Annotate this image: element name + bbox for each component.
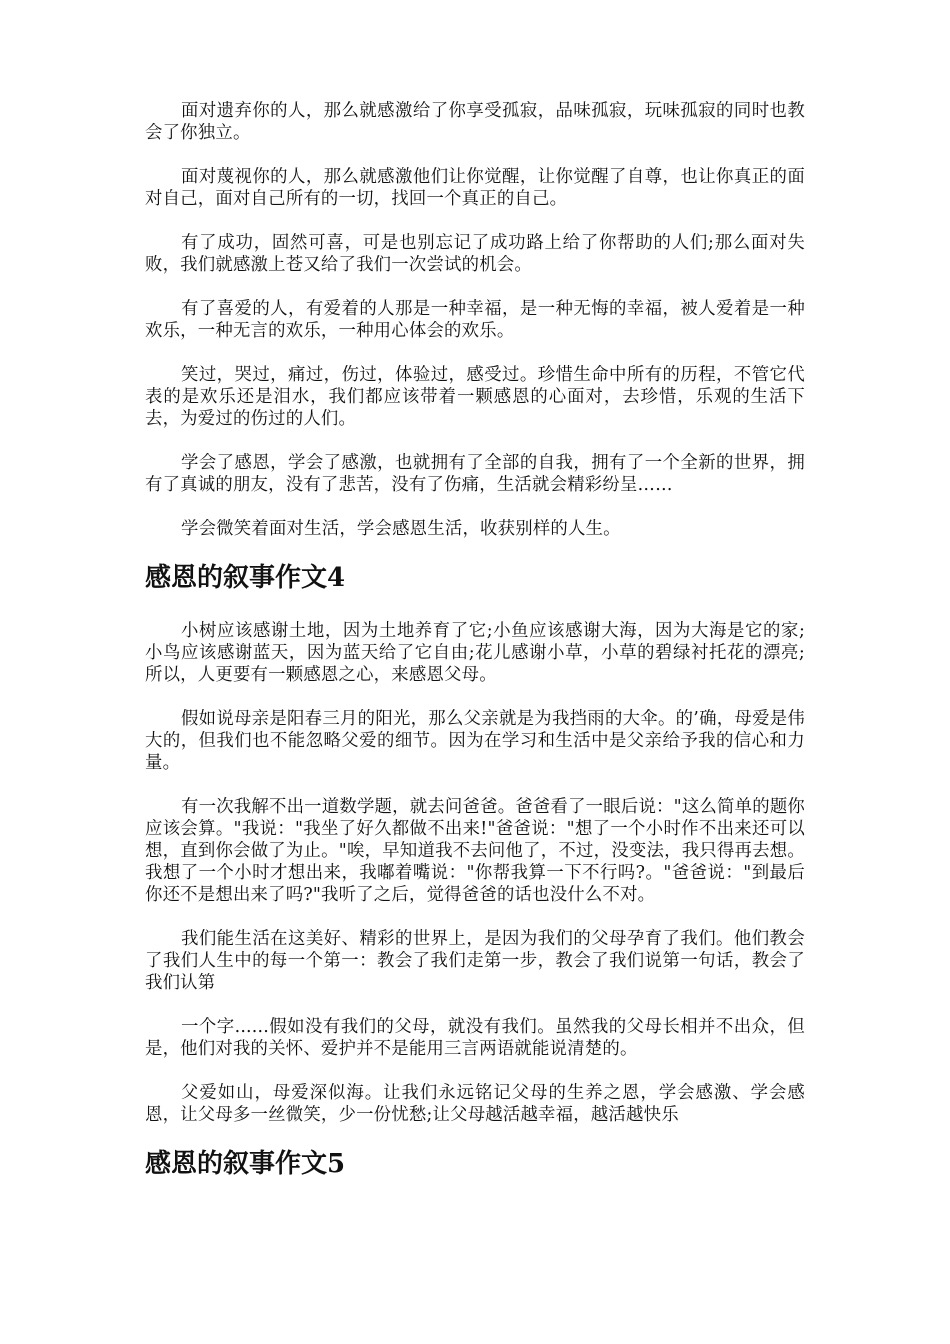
- paragraph: 假如说母亲是阳春三月的阳光，那么父亲就是为我挡雨的大伞。的’确，母爱是伟大的，但我们也不能忽略父爱的细节。因为在学习和生活中是父亲给予我的信心和力量。: [145, 709, 805, 773]
- paragraph: 面对蔑视你的人，那么就感激他们让你觉醒，让你觉醒了自尊，也让你真正的面对自己，面对自己所有的一切，找回一个真正的自己。: [145, 167, 805, 209]
- paragraph: 面对遗弃你的人，那么就感激给了你享受孤寂，品味孤寂，玩味孤寂的同时也教会了你独立。: [145, 101, 805, 143]
- paragraph: 一个字......假如没有我们的父母，就没有我们。虽然我的父母长相并不出众，但是，他们对我的关怀、爱护并不是能用三言两语就能说清楚的。: [145, 1017, 805, 1059]
- section-heading-5: 感恩的叙事作文5: [145, 1149, 346, 1179]
- paragraph: 笑过，哭过，痛过，伤过，体验过，感受过。珍惜生命中所有的历程，不管它代表的是欢乐还是泪水，我们都应该带着一颗感恩的心面对，去珍惜，乐观的生活下去，为爱过的伤过的人们。: [145, 365, 805, 429]
- paragraph: 小树应该感谢土地，因为土地养育了它;小鱼应该感谢大海，因为大海是它的家;小鸟应该感谢蓝天，因为蓝天给了它自由;花儿感谢小草，小草的碧绿衬托花的漂亮;所以，人更要有一颗感恩之心，来感恩父母。: [145, 621, 805, 685]
- paragraph: 有了成功，固然可喜，可是也别忘记了成功路上给了你帮助的人们;那么面对失败，我们就感激上苍又给了我们一次尝试的机会。: [145, 233, 805, 275]
- paragraph: 我们能生活在这美好、精彩的世界上，是因为我们的父母孕育了我们。他们教会了我们人生中的每一个第一：教会了我们走第一步，教会了我们说第一句话，教会了我们认第: [145, 929, 805, 993]
- paragraph: 父爱如山，母爱深似海。让我们永远铭记父母的生养之恩，学会感激、学会感恩，让父母多一丝微笑，少一份忧愁;让父母越活越幸福，越活越快乐: [145, 1083, 805, 1125]
- paragraph: 有了喜爱的人，有爱着的人那是一种幸福，是一种无悔的幸福，被人爱着是一种欢乐，一种无言的欢乐，一种用心体会的欢乐。: [145, 299, 805, 341]
- document-page: [145, 100, 805, 1206]
- paragraph: 学会了感恩，学会了感激，也就拥有了全部的自我，拥有了一个全新的世界，拥有了真诚的朋友，没有了悲苦，没有了伤痛，生活就会精彩纷呈……: [145, 453, 805, 495]
- paragraph: 有一次我解不出一道数学题，就去问爸爸。爸爸看了一眼后说："这么简单的题你应该会算。"我说："我坐了好久都做不出来!"爸爸说："想了一个小时作不出来还可以想，直到你会做了为止。"唉，早知道我不去问他了，不过，没变法，我只得再去想。我想了一个小时才想出来，我嘟着嘴说："你帮我算一下不行吗?。"爸爸说："到最后你还不是想出来了吗?"我听了之后，觉得爸爸的话也没什么不对。: [145, 797, 805, 905]
- paragraph: 学会微笑着面对生活，学会感恩生活，收获别样的人生。: [181, 519, 621, 539]
- section-heading-4: 感恩的叙事作文4: [145, 563, 346, 593]
